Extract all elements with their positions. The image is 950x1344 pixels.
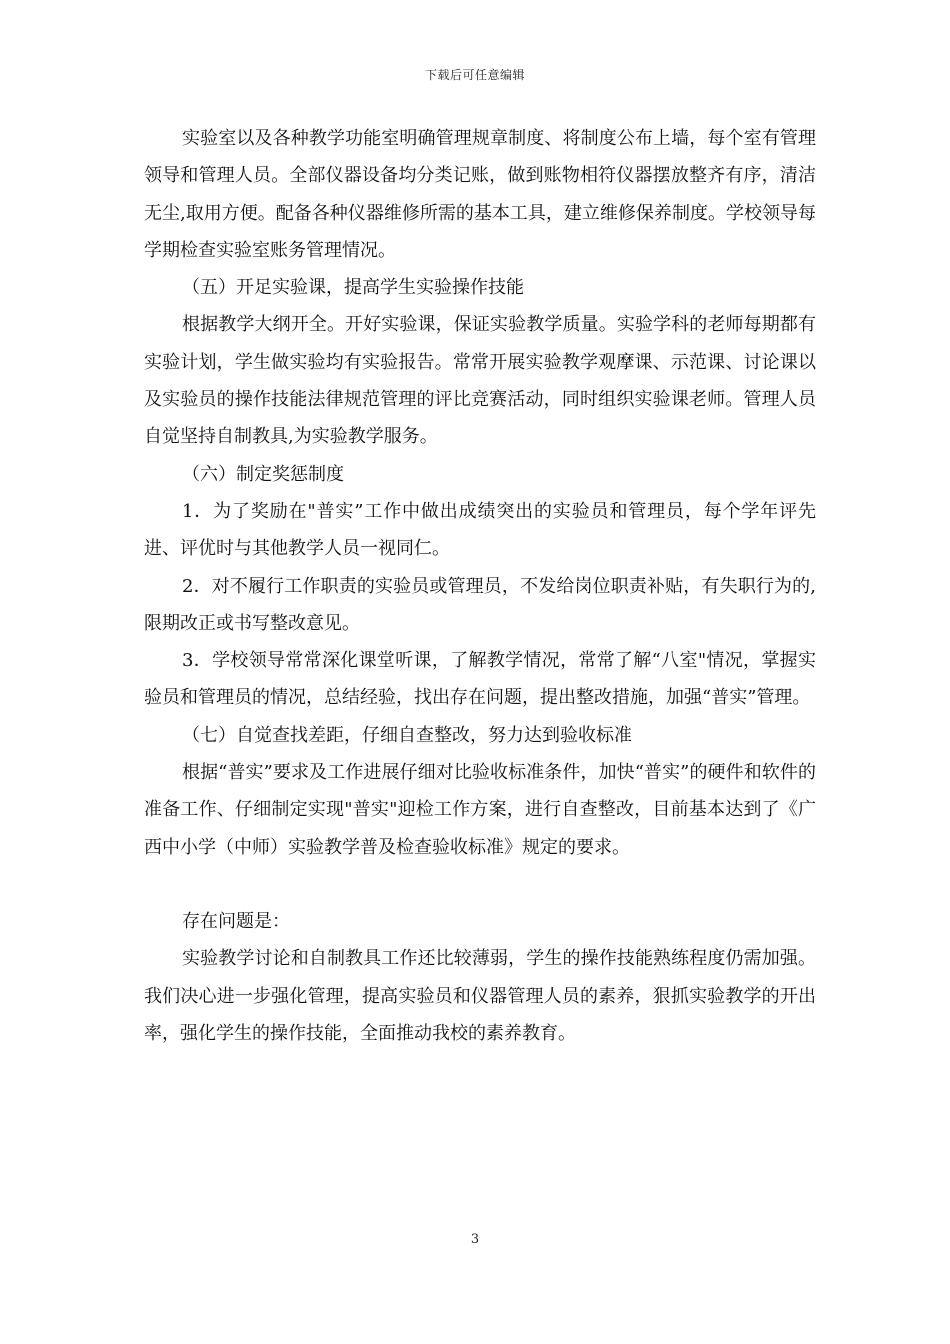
list-item-2: 2．对不履行工作职责的实验员或管理员，不发给岗位职责补贴，有失职行为的,限期改正或书写整改意见。 xyxy=(144,575,816,634)
page-number: 3 xyxy=(470,1232,480,1247)
section-heading-5: （五）开足实验课，提高学生实验操作技能 xyxy=(182,277,524,299)
list-item-3: 3．学校领导常常深化课堂听课，了解教学情况，常常了解“八室"情况，掌握实验员和管理员的情况，总结经验，找出存在问题，提出整改措施，加强“普实”管理。 xyxy=(144,650,816,709)
paragraph-issues: 实验教学讨论和自制教具工作还比较薄弱，学生的操作技能熟练程度仍需加强。我们决心进一步强化管理，提高实验员和仪器管理人员的素养，狠抓实验教学的开出率，强化学生的操作技能，全面推动我校的素养教育。 xyxy=(144,948,816,1044)
paragraph-gap xyxy=(144,866,816,903)
section-heading-6: （六）制定奖惩制度 xyxy=(182,463,344,485)
paragraph-self-check: 根据“普实”要求及工作进展仔细对比验收标准条件，加快“普实”的硬件和软件的准备工作、仔细制定实现"普实"迎检工作方案，进行自查整改，目前基本达到了《广西中小学（中师）实验教学普及检查验收标准》规定的要求。 xyxy=(144,762,816,858)
paragraph-lab-management: 实验室以及各种教学功能室明确管理规章制度、将制度公布上墙，每个室有管理领导和管理人员。全部仪器设备均分类记账，做到账物相符仪器摆放整齐有序，清洁无尘,取用方便。配备各种仪器维修所需的基本工具，建立维修保养制度。学校领导每学期检查实验室账务管理情况。 xyxy=(144,128,816,261)
body-text xyxy=(144,120,816,1052)
section-heading-7: （七）自觉查找差距，仔细自查整改，努力达到验收标准 xyxy=(182,724,632,746)
header-note: 下载后可任意编辑 xyxy=(424,68,525,82)
list-item-1: 1．为了奖励在"普实”工作中做出成绩突出的实验员和管理员，每个学年评先进、评优时与其他教学人员一视同仁。 xyxy=(144,500,816,560)
paragraph-lab-courses: 根据教学大纲开全。开好实验课，保证实验教学质量。实验学科的老师每期都有实验计划，学生做实验均有实验报告。常常开展实验教学观摩课、示范课、讨论课以及实验员的操作技能法律规范管理的评比竞赛活动，同时组织实验课老师。管理人员自觉坚持自制教具,为实验教学服务。 xyxy=(144,314,816,448)
issues-heading: 存在问题是： xyxy=(182,910,290,932)
